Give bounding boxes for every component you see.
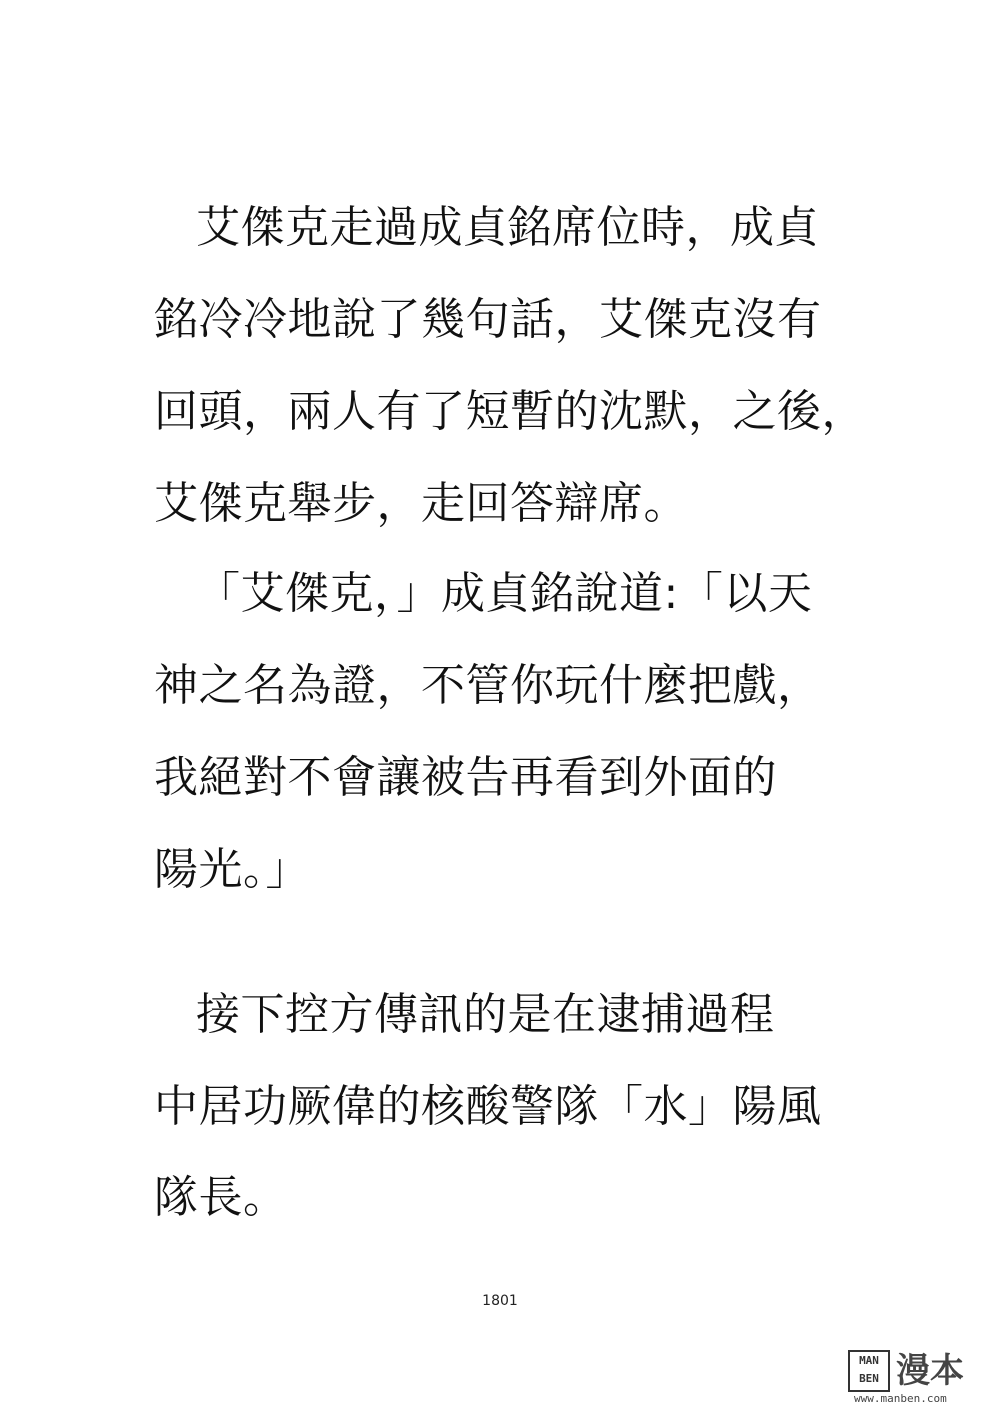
paragraph-line: 回頭，兩人有了短暫的沈默，之後， — [154, 386, 866, 437]
page-number: 1801 — [482, 1293, 518, 1309]
watermark-logo — [848, 1350, 988, 1406]
paragraph-line: 艾傑克走過成貞銘席位時，成貞 — [196, 202, 819, 253]
watermark-title: 漫本 — [896, 1351, 964, 1391]
paragraph-line: 銘冷冷地說了幾句話，艾傑克沒有 — [154, 294, 822, 345]
watermark-logo-icon: MAN BEN — [848, 1350, 890, 1392]
paragraph-line: 隊長。 — [154, 1172, 288, 1223]
paragraph-line: 接下控方傳訊的是在逮捕過程 — [196, 989, 775, 1040]
paragraph-line: 陽光。」 — [154, 844, 310, 895]
paragraph-line: 中居功厥偉的核酸警隊「水」陽風 — [154, 1081, 822, 1132]
paragraph-line: 神之名為證，不管你玩什麼把戲， — [154, 660, 822, 711]
paragraph-line: 艾傑克舉步，走回答辯席。 — [154, 478, 688, 529]
watermark-url: www.manben.com — [854, 1392, 947, 1405]
paragraph-line: 「艾傑克，」成貞銘說道:「以天 — [196, 568, 813, 619]
paragraph-line: 我絕對不會讓被告再看到外面的 — [154, 752, 777, 803]
